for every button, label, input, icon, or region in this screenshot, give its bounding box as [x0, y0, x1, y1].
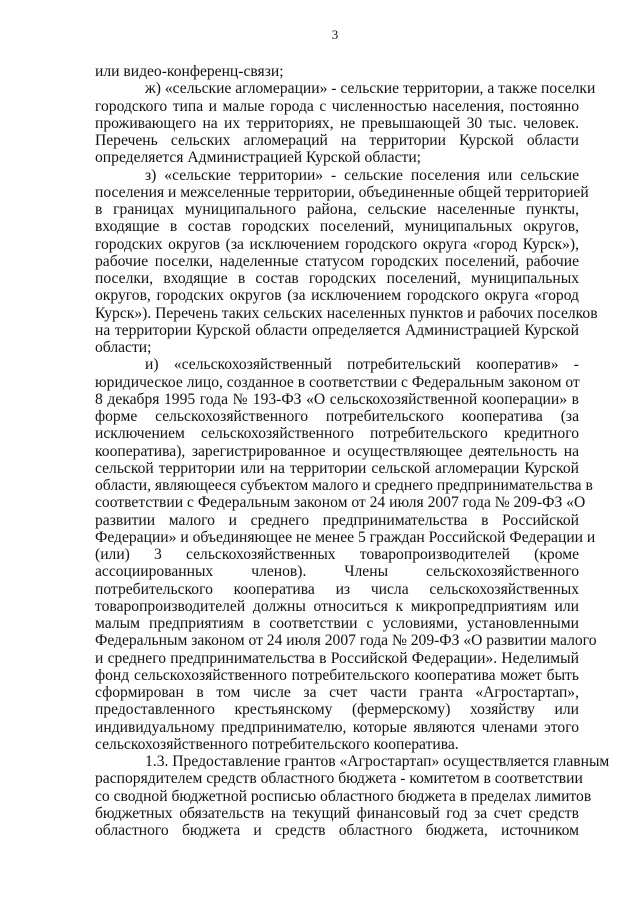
text-line: и) «сельскохозяйственный потребительский кооператив» -: [145, 356, 579, 374]
paragraph: [95, 80, 596, 167]
text-line: Федерации» и объединяющее не менее 5 граждан Российской Федерации и: [95, 528, 596, 546]
text-line: областного бюджета и средств областного бюджета, источником: [95, 822, 579, 839]
text-line: развитии малого и среднего предпринимательства в Российской: [95, 511, 579, 529]
text-line: (или) 3 сельскохозяйственных товаропроизводителей (кроме: [95, 546, 579, 563]
text-line: форме сельскохозяйственного потребительского кооператива (за: [95, 408, 579, 425]
text-line: на территории Курской области определяется Администрацией Курской: [95, 321, 579, 339]
text-line: и среднего предпринимательства в Российской Федерации». Неделимый: [95, 649, 579, 667]
text-line: Перечень сельских агломераций на территории Курской области: [95, 132, 579, 149]
text-line: сформирован в том числе за счет части гранта «Агростартап»,: [95, 684, 579, 701]
text-line: или видео-конференц-связи;: [95, 63, 284, 80]
text-line: товаропроизводителей должны относиться к микропредприятиям или: [95, 597, 579, 615]
text-line: ассоциированных членов). Члены сельскохозяйственного: [95, 563, 579, 581]
text-line: индивидуальному предпринимателю, которые являются членами этого: [95, 718, 579, 736]
text-line: ж) «сельские агломерации» - сельские территории, а также поселки: [145, 80, 596, 98]
text-line: распорядителем средств областного бюджета - комитетом в соответствии: [95, 770, 583, 788]
text-line: городских округов (за исключением городского округа «город Курск»),: [95, 235, 579, 253]
text-line: со сводной бюджетной росписью областного бюджета в пределах лимитов: [95, 787, 592, 805]
text-line: 1.3. Предоставление грантов «Агростартап» осуществляется главным: [145, 753, 610, 770]
text-line: входящие в состав городских поселений, муниципальных округов,: [95, 218, 579, 236]
text-line: проживающего на их территориях, не превышающей 30 тыс. человек.: [95, 114, 579, 132]
text-line: исключением сельскохозяйственного потребительского кредитного: [95, 425, 579, 443]
paragraph: [95, 356, 597, 753]
text-line: з) «сельские территории» - сельские поселения или сельские: [145, 166, 579, 184]
paragraph: [95, 166, 598, 357]
paragraph: [95, 753, 610, 839]
text-line: поселения и межселенные территории, объединенные общей территорией: [95, 183, 589, 201]
page-number: 3: [331, 27, 339, 42]
text-line: сельской территории или на территории сельской агломерации Курской: [95, 459, 579, 477]
text-line: области, являющееся субъектом малого и среднего предпринимательства в: [95, 477, 593, 494]
text-line: кооператива), зарегистрированное и осуществляющее деятельность на: [95, 442, 579, 460]
text-line: сельскохозяйственного потребительского кооператива.: [95, 735, 459, 753]
text-line: предоставленного крестьянскому (фермерскому) хозяйству или: [95, 701, 579, 719]
text-line: Федеральным законом от 24 июля 2007 года № 209-ФЗ «О развитии малого: [95, 632, 597, 650]
text-line: области;: [95, 339, 152, 356]
text-line: юридическое лицо, созданное в соответствии с Федеральным законом от: [95, 373, 580, 391]
text-line: определяется Администрацией Курской области;: [95, 149, 422, 167]
text-line: в границах муниципального района, сельские населенные пункты,: [95, 201, 579, 218]
text-line: городского типа и малые города с численностью населения, постоянно: [95, 97, 579, 115]
text-line: округов, городских округов (за исключением городского округа «город: [95, 287, 579, 305]
text-line: соответствии с Федеральным законом от 24 июля 2007 года № 209-ФЗ «О: [95, 494, 586, 512]
text-line: рабочие поселки, наделенные статусом городских поселений, рабочие: [95, 252, 579, 270]
text-line: 8 декабря 1995 года № 193-ФЗ «О сельскохозяйственной кооперации» в: [95, 390, 579, 408]
document-body: [95, 63, 610, 839]
paragraph: [95, 63, 579, 80]
text-line: потребительского кооператива из числа сельскохозяйственных: [95, 580, 579, 598]
text-line: малым предприятиям в соответствии с условиями, установленными: [95, 615, 579, 632]
text-line: поселки, входящие в состав городских поселений, муниципальных: [95, 270, 579, 287]
text-line: бюджетных обязательств на текущий финансовый год за счет средств: [95, 804, 579, 822]
text-line: Курск»). Перечень таких сельских населенных пунктов и рабочих поселков: [95, 304, 598, 322]
text-line: фонд сельскохозяйственного потребительского кооператива может быть: [95, 666, 579, 684]
